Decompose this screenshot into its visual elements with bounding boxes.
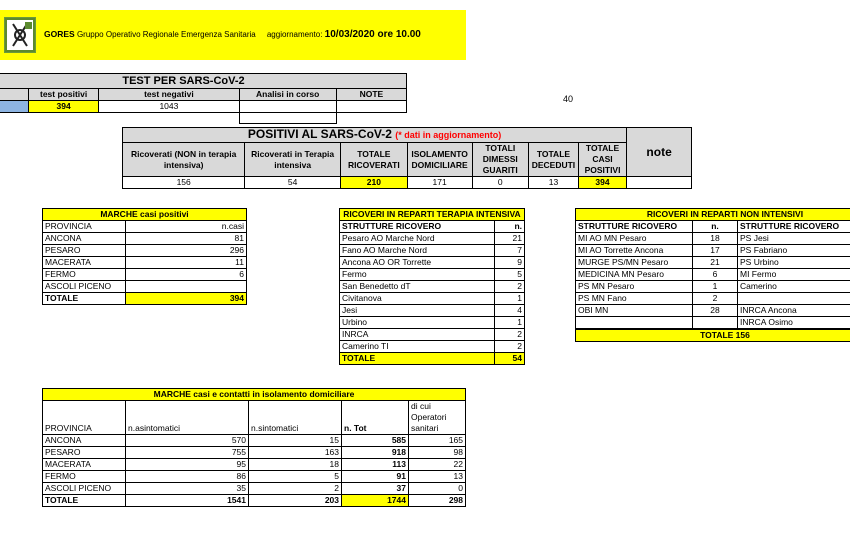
- patient-count: 17: [693, 245, 738, 257]
- non-intensivi-col-strutture2: STRUTTURE RICOVERO: [738, 221, 850, 233]
- patient-count: 28: [693, 305, 738, 317]
- non-intensivi-row: [576, 257, 850, 269]
- asintomatici-count: 95: [126, 459, 249, 471]
- terapia-intensiva-row: [340, 233, 525, 245]
- positivi-title-cell: [123, 128, 627, 143]
- province-name: ASCOLI PICENO: [43, 281, 126, 293]
- structure-name-2: PS Urbino: [738, 257, 850, 269]
- structure-name: INRCA: [340, 329, 495, 341]
- non-intensivi-col-strutture: STRUTTURE RICOVERO: [576, 221, 693, 233]
- patient-count: 6: [693, 269, 738, 281]
- total-count: 91: [342, 471, 409, 483]
- patient-count: 2: [693, 293, 738, 305]
- non-intensivi-title: RICOVERI IN REPARTI NON INTENSIVI: [576, 209, 850, 221]
- structure-name-2: INRCA Ancona: [738, 305, 850, 317]
- isolamento-row: [43, 471, 466, 483]
- structure-name-2: PS Fabriano: [738, 245, 850, 257]
- test-header-positivi: test positivi: [29, 89, 99, 101]
- province-name: FERMO: [43, 471, 126, 483]
- positivi-val-dimessi: 0: [472, 177, 529, 189]
- region-logo-icon: [4, 17, 36, 53]
- total-count: 37: [342, 483, 409, 495]
- test-val-analisi: [239, 101, 336, 113]
- marche-positivi-row: [43, 233, 247, 245]
- isolamento-col-asintomatici: n.asintomatici: [126, 401, 249, 435]
- structure-name: PS MN Fano: [576, 293, 693, 305]
- structure-name: MI AO Torrette Ancona: [576, 245, 693, 257]
- total-count: 113: [342, 459, 409, 471]
- asintomatici-count: 570: [126, 435, 249, 447]
- patient-count: 2: [495, 281, 525, 293]
- test-val-positivi: 394: [29, 101, 99, 113]
- structure-name: Pesaro AO Marche Nord: [340, 233, 495, 245]
- sintomatici-count: 5: [249, 471, 342, 483]
- terapia-intensiva-total: 54: [495, 353, 525, 365]
- test-header-analisi: Analisi in corso: [239, 89, 336, 101]
- operatori-count: 0: [409, 483, 466, 495]
- asintomatici-count: 755: [126, 447, 249, 459]
- structure-name-2: PS Jesi: [738, 233, 850, 245]
- test-table: [0, 73, 407, 124]
- positivi-val-tot-ricoverati: 210: [340, 177, 407, 189]
- positivi-val-non-intensiva: 156: [123, 177, 245, 189]
- marche-positivi-total-label: TOTALE: [43, 293, 126, 305]
- isolamento-total-label: TOTALE: [43, 495, 126, 507]
- patient-count: 1: [495, 317, 525, 329]
- structure-name: Ancona AO OR Torrette: [340, 257, 495, 269]
- terapia-intensiva-row: [340, 269, 525, 281]
- structure-name: MURGE PS/MN Pesaro: [576, 257, 693, 269]
- side-number: 40: [563, 94, 574, 104]
- province-name: PESARO: [43, 447, 126, 459]
- province-name: MACERATA: [43, 257, 126, 269]
- positivi-header-deceduti: TOTALE DECEDUTI: [529, 143, 579, 177]
- isolamento-col-tot: n. Tot: [342, 401, 409, 435]
- test-col0: [0, 89, 29, 101]
- terapia-intensiva-row: [340, 317, 525, 329]
- test-header-negativi: test negativi: [99, 89, 239, 101]
- org-full-name: Gruppo Operativo Regionale Emergenza Sanitaria: [76, 30, 256, 39]
- positivi-header-non-intensiva: Ricoverati (NON in terapia intensiva): [123, 143, 245, 177]
- isolamento-col-sintomatici: n.sintomatici: [249, 401, 342, 435]
- patient-count: 4: [495, 305, 525, 317]
- positivi-val-deceduti: 13: [529, 177, 579, 189]
- terapia-intensiva-row: [340, 341, 525, 353]
- positivi-val-tot-positivi: 394: [578, 177, 626, 189]
- case-count: 296: [126, 245, 247, 257]
- asintomatici-count: 86: [126, 471, 249, 483]
- sintomatici-count: 163: [249, 447, 342, 459]
- total-count: 918: [342, 447, 409, 459]
- non-intensivi-total: TOTALE 156: [576, 330, 850, 342]
- terapia-intensiva-col-n: n.: [495, 221, 525, 233]
- positivi-header-tot-positivi: TOTALE CASI POSITIVI: [578, 143, 626, 177]
- marche-positivi-row: [43, 281, 247, 293]
- terapia-intensiva-total-label: TOTALE: [340, 353, 495, 365]
- terapia-intensiva-row: [340, 245, 525, 257]
- asintomatici-count: 35: [126, 483, 249, 495]
- marche-positivi-row: [43, 269, 247, 281]
- patient-count: 2: [495, 341, 525, 353]
- marche-positivi-col-ncasi: n.casi: [126, 221, 247, 233]
- patient-count: 21: [495, 233, 525, 245]
- non-intensivi-row: [576, 269, 850, 281]
- terapia-intensiva-row: [340, 281, 525, 293]
- case-count: 11: [126, 257, 247, 269]
- patient-count: 18: [693, 233, 738, 245]
- sintomatici-count: 15: [249, 435, 342, 447]
- province-name: FERMO: [43, 269, 126, 281]
- isolamento-row: [43, 447, 466, 459]
- test-val-note: [336, 101, 406, 113]
- province-name: MACERATA: [43, 459, 126, 471]
- positivi-header-isolamento: ISOLAMENTO DOMICILIARE: [407, 143, 472, 177]
- patient-count: 7: [495, 245, 525, 257]
- marche-positivi-table: [42, 208, 247, 305]
- terapia-intensiva-col-strutture: STRUTTURE RICOVERO: [340, 221, 495, 233]
- positivi-title: POSITIVI AL SARS-CoV-2: [247, 127, 392, 141]
- update-value: 10/03/2020 ore 10.00: [324, 29, 421, 40]
- terapia-intensiva-row: [340, 257, 525, 269]
- non-intensivi-row: [576, 317, 850, 329]
- structure-name: San Benedetto dT: [340, 281, 495, 293]
- patient-count: 9: [495, 257, 525, 269]
- marche-positivi-total: 394: [126, 293, 247, 305]
- update-label: aggiornamento:: [266, 30, 323, 39]
- patient-count: 5: [495, 269, 525, 281]
- patient-count: 2: [495, 329, 525, 341]
- case-count: [126, 281, 247, 293]
- structure-name: Urbino: [340, 317, 495, 329]
- structure-name: Jesi: [340, 305, 495, 317]
- operatori-count: 13: [409, 471, 466, 483]
- isolamento-total-asintomatici: 1541: [126, 495, 249, 507]
- positivi-header-dimessi: TOTALI DIMESSI GUARITI: [472, 143, 529, 177]
- patient-count: 1: [495, 293, 525, 305]
- test-header-note: NOTE: [336, 89, 406, 101]
- province-name: ANCONA: [43, 435, 126, 447]
- patient-count: [693, 317, 738, 329]
- terapia-intensiva-row: [340, 329, 525, 341]
- isolamento-row: [43, 483, 466, 495]
- sintomatici-count: 2: [249, 483, 342, 495]
- patient-count: 1: [693, 281, 738, 293]
- structure-name-2: [738, 293, 850, 305]
- structure-name-2: Camerino: [738, 281, 850, 293]
- structure-name: Fano AO Marche Nord: [340, 245, 495, 257]
- province-name: ANCONA: [43, 233, 126, 245]
- structure-name: [576, 317, 693, 329]
- test-title: TEST PER SARS-CoV-2: [0, 74, 407, 89]
- isolamento-col-operatori: di cui Operatori sanitari: [409, 401, 466, 435]
- org-name: GORES: [44, 29, 75, 39]
- non-intensivi-row: [576, 233, 850, 245]
- isolamento-title: MARCHE casi e contatti in isolamento domiciliare: [43, 389, 466, 401]
- patient-count: 21: [693, 257, 738, 269]
- marche-positivi-title: MARCHE casi positivi: [43, 209, 247, 221]
- positivi-table: [122, 127, 692, 189]
- terapia-intensiva-row: [340, 293, 525, 305]
- terapia-intensiva-title: RICOVERI IN REPARTI TERAPIA INTENSIVA: [340, 209, 525, 221]
- isolamento-row: [43, 459, 466, 471]
- operatori-count: 165: [409, 435, 466, 447]
- total-count: 585: [342, 435, 409, 447]
- structure-name-2: MI Fermo: [738, 269, 850, 281]
- isolamento-total-tot: 1744: [342, 495, 409, 507]
- positivi-val-note: [627, 177, 692, 189]
- positivi-header-intensiva: Ricoverati in Terapia intensiva: [245, 143, 341, 177]
- non-intensivi-row: [576, 281, 850, 293]
- test-empty: [239, 113, 336, 124]
- isolamento-row: [43, 435, 466, 447]
- non-intensivi-row: [576, 293, 850, 305]
- sintomatici-count: 18: [249, 459, 342, 471]
- structure-name: Civitanova: [340, 293, 495, 305]
- case-count: 6: [126, 269, 247, 281]
- operatori-count: 22: [409, 459, 466, 471]
- isolamento-total-operatori: 298: [409, 495, 466, 507]
- terapia-intensiva-table: [339, 208, 525, 365]
- isolamento-table: [42, 388, 466, 507]
- structure-name: PS MN Pesaro: [576, 281, 693, 293]
- province-name: ASCOLI PICENO: [43, 483, 126, 495]
- isolamento-col-provincia: PROVINCIA: [43, 401, 126, 435]
- structure-name: Fermo: [340, 269, 495, 281]
- banner-text: [44, 29, 421, 40]
- positivi-val-isolamento: 171: [407, 177, 472, 189]
- terapia-intensiva-row: [340, 305, 525, 317]
- marche-positivi-row: [43, 245, 247, 257]
- positivi-val-intensiva: 54: [245, 177, 341, 189]
- structure-name: OBI MN: [576, 305, 693, 317]
- case-count: 81: [126, 233, 247, 245]
- non-intensivi-table: [575, 208, 850, 342]
- structure-name: MI AO MN Pesaro: [576, 233, 693, 245]
- test-val0: [0, 101, 29, 113]
- isolamento-total-sintomatici: 203: [249, 495, 342, 507]
- marche-positivi-col-provincia: PROVINCIA: [43, 221, 126, 233]
- positivi-title-note: (* dati in aggiornamento): [395, 130, 502, 140]
- positivi-header-tot-ricoverati: TOTALE RICOVERATI: [340, 143, 407, 177]
- positivi-header-note: note: [627, 128, 692, 177]
- operatori-count: 98: [409, 447, 466, 459]
- non-intensivi-row: [576, 245, 850, 257]
- structure-name: MEDICINA MN Pesaro: [576, 269, 693, 281]
- non-intensivi-col-n: n.: [693, 221, 738, 233]
- non-intensivi-row: [576, 305, 850, 317]
- marche-positivi-row: [43, 257, 247, 269]
- structure-name: Camerino TI: [340, 341, 495, 353]
- province-name: PESARO: [43, 245, 126, 257]
- structure-name-2: INRCA Osimo: [738, 317, 850, 329]
- test-val-negativi: 1043: [99, 101, 239, 113]
